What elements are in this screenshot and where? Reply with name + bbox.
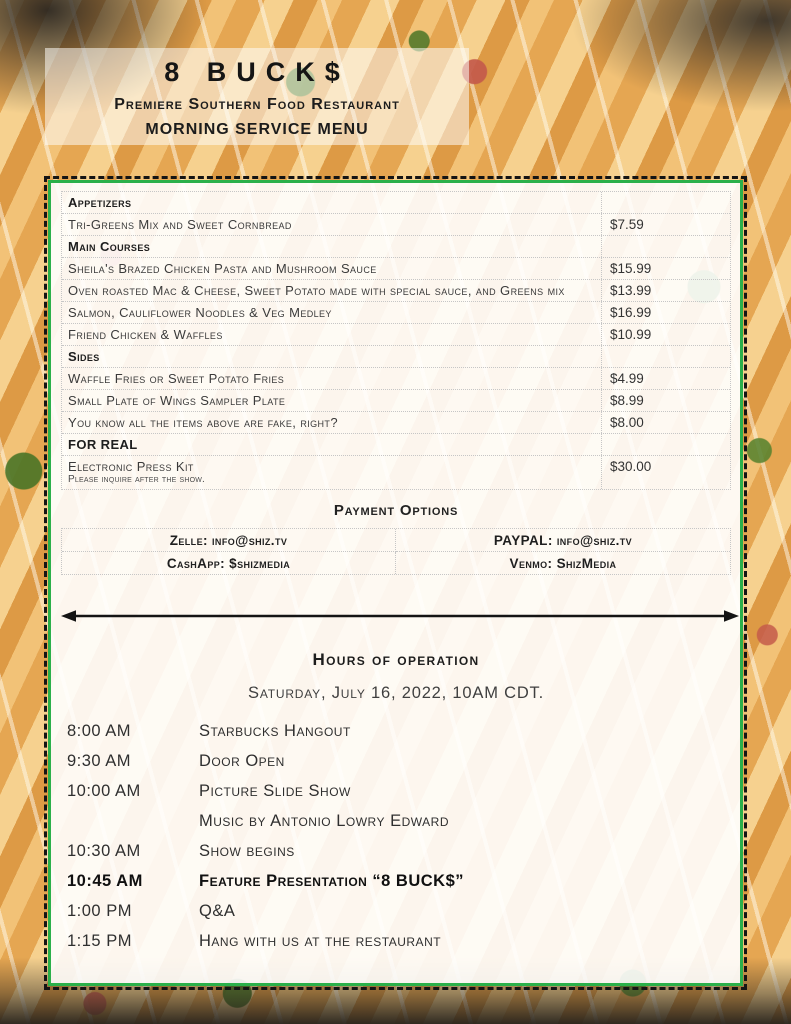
menu-item-price: $4.99 xyxy=(610,371,644,386)
schedule-time: 8:00 AM xyxy=(67,722,132,740)
schedule-time: 10:30 AM xyxy=(67,842,141,860)
menu-item-price: $15.99 xyxy=(610,261,652,276)
schedule-row xyxy=(61,716,731,746)
schedule-event: Feature Presentation “8 BUCK$” xyxy=(199,872,465,890)
menu-item-price: $8.00 xyxy=(610,415,644,430)
menu-item-price: $13.99 xyxy=(610,283,652,298)
schedule-list xyxy=(61,716,731,956)
menu-item-row xyxy=(62,411,730,433)
restaurant-title: 8 BUCK$ xyxy=(164,57,350,87)
schedule-time: 9:30 AM xyxy=(67,752,132,770)
menu-item-name: Oven roasted Mac & Cheese, Sweet Potato made with special sauce, and Greens mix xyxy=(68,283,565,298)
menu-item-row xyxy=(62,301,730,323)
payment-options-heading: Payment Options xyxy=(333,502,459,519)
menu-item-price: $16.99 xyxy=(610,305,652,320)
schedule-time xyxy=(61,813,199,830)
payment-options-table xyxy=(61,528,731,575)
schedule-row xyxy=(61,806,731,836)
schedule-row xyxy=(61,896,731,926)
double-arrow-icon xyxy=(61,608,739,624)
schedule-event: Hang with us at the restaurant xyxy=(199,932,442,950)
menu-item-name-cell xyxy=(62,214,602,235)
payment-method: CashApp: $shizmedia xyxy=(62,552,396,574)
dashed-outer-frame xyxy=(44,176,747,990)
menu-table xyxy=(61,191,731,490)
schedule-time: 10:45 AM xyxy=(67,872,143,890)
menu-section-row xyxy=(62,192,730,213)
menu-section-row xyxy=(62,345,730,367)
schedule-event: Picture Slide Show xyxy=(199,782,351,800)
menu-item-name: You know all the items above are fake, right? xyxy=(68,415,338,430)
menu-item-row xyxy=(62,213,730,235)
menu-item-name-cell xyxy=(62,302,602,323)
schedule-row xyxy=(61,776,731,806)
schedule-time: 1:15 PM xyxy=(67,932,132,950)
schedule-time: 10:00 AM xyxy=(67,782,141,800)
payment-method: Zelle: info@shiz.tv xyxy=(62,529,396,552)
schedule-event: Starbucks Hangout xyxy=(199,722,351,740)
hours-of-operation-heading: Hours of operation xyxy=(312,650,480,669)
menu-item-price: $30.00 xyxy=(610,459,652,474)
menu-item-name-cell xyxy=(62,258,602,279)
menu-item-name: Waffle Fries or Sweet Potato Fries xyxy=(68,371,285,386)
menu-section-price-spacer xyxy=(602,434,730,455)
menu-item-row xyxy=(62,455,730,489)
menu-item-row xyxy=(62,323,730,345)
schedule-row xyxy=(61,836,731,866)
menu-item-name-cell xyxy=(62,390,602,411)
menu-item-name: Sheila's Brazed Chicken Pasta and Mushroom Sauce xyxy=(68,261,377,276)
event-date: Saturday, July 16, 2022, 10AM CDT. xyxy=(248,684,544,702)
menu-item-row xyxy=(62,257,730,279)
service-menu-label: MORNING SERVICE MENU xyxy=(145,121,369,138)
menu-item-name-cell xyxy=(62,412,602,433)
schedule-event: Show begins xyxy=(199,842,295,860)
menu-section-title: FOR REAL xyxy=(62,434,602,455)
section-divider xyxy=(61,608,731,624)
payment-method: PAYPAL: info@shiz.tv xyxy=(396,529,730,552)
menu-item-row xyxy=(62,389,730,411)
title-card xyxy=(45,48,469,145)
menu-item-name: Electronic Press Kit xyxy=(68,459,194,474)
menu-item-name-cell xyxy=(62,368,602,389)
menu-item-name: Small Plate of Wings Sampler Plate xyxy=(68,393,286,408)
menu-section-title: Main Courses xyxy=(62,236,602,257)
menu-section-title: Appetizers xyxy=(62,192,602,213)
menu-section-price-spacer xyxy=(602,236,730,257)
schedule-event: Q&A xyxy=(199,902,236,920)
schedule-event: Door Open xyxy=(199,752,285,770)
schedule-row xyxy=(61,866,731,896)
schedule-time: 1:00 PM xyxy=(67,902,132,920)
menu-section-row xyxy=(62,235,730,257)
menu-section-price-spacer xyxy=(602,192,730,213)
menu-item-row xyxy=(62,279,730,301)
schedule-event: Music by Antonio Lowry Edward xyxy=(199,812,449,830)
menu-section-row xyxy=(62,433,730,455)
menu-item-price: $10.99 xyxy=(610,327,652,342)
green-inner-frame xyxy=(48,180,743,986)
menu-item-price: $7.59 xyxy=(610,217,644,232)
schedule-row xyxy=(61,746,731,776)
flyer-content xyxy=(51,183,740,983)
restaurant-subtitle: Premiere Southern Food Restaurant xyxy=(114,96,400,113)
menu-item-name-cell xyxy=(62,456,602,489)
schedule-row xyxy=(61,926,731,956)
menu-item-price: $8.99 xyxy=(610,393,644,408)
menu-item-row xyxy=(62,367,730,389)
payment-method: Venmo: ShizMedia xyxy=(509,556,617,571)
menu-item-name-cell xyxy=(62,280,602,301)
menu-section-title: Sides xyxy=(62,346,602,367)
menu-item-name: Tri-Greens Mix and Sweet Cornbread xyxy=(68,217,292,232)
menu-item-name-cell xyxy=(62,324,602,345)
menu-section-price-spacer xyxy=(602,346,730,367)
menu-item-name: Friend Chicken & Waffles xyxy=(68,327,223,342)
menu-item-note: Please inquire after the show. xyxy=(68,474,206,485)
menu-item-name: Salmon, Cauliflower Noodles & Veg Medley xyxy=(68,305,332,320)
